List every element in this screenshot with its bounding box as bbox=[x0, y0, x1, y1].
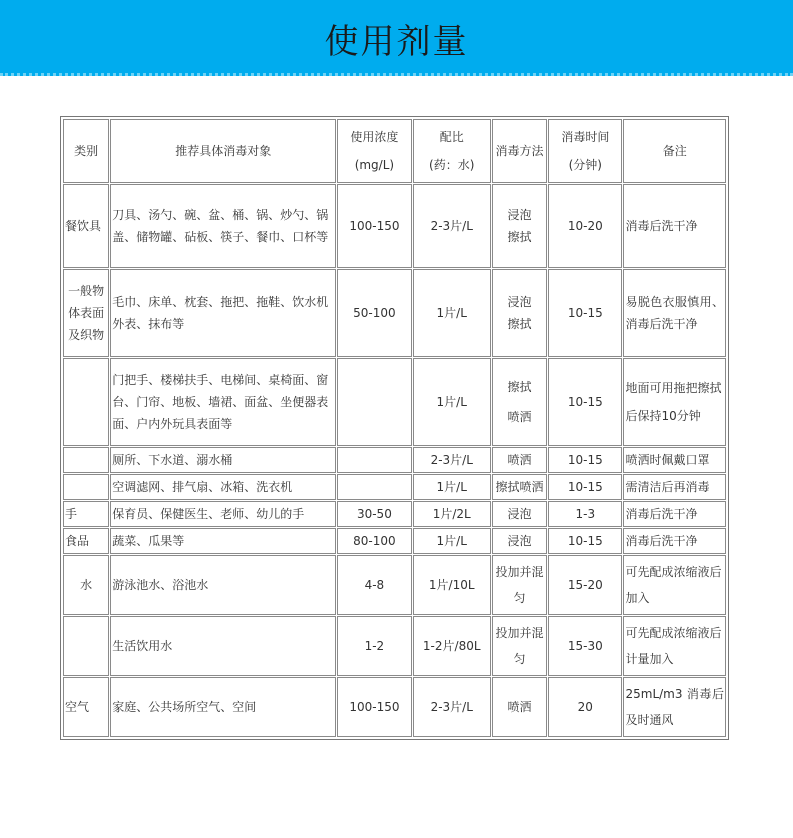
cell-concentration bbox=[337, 447, 411, 473]
cell-ratio: 1片/L bbox=[413, 528, 491, 554]
table-row bbox=[63, 501, 726, 527]
cell-ratio: 2-3片/L bbox=[413, 447, 491, 473]
table-row bbox=[63, 358, 726, 446]
cell-note: 需清洁后再消毒 bbox=[623, 474, 726, 500]
cell-category: 食品 bbox=[63, 528, 109, 554]
cell-category bbox=[63, 447, 109, 473]
cell-time: 10-15 bbox=[548, 269, 622, 357]
cell-method: 浸泡 擦拭 bbox=[492, 184, 547, 268]
cell-method: 投加并混匀 bbox=[492, 616, 547, 676]
table-row bbox=[63, 447, 726, 473]
cell-note: 可先配成浓缩液后加入 bbox=[623, 555, 726, 615]
cell-category bbox=[63, 616, 109, 676]
cell-category: 空气 bbox=[63, 677, 109, 737]
title-banner bbox=[0, 0, 793, 76]
cell-objects: 门把手、楼梯扶手、电梯间、桌椅面、窗台、门帘、地板、墙裙、面盆、坐便器表面、户内外玩具表面等 bbox=[110, 358, 336, 446]
cell-time: 10-15 bbox=[548, 447, 622, 473]
cell-concentration: 80-100 bbox=[337, 528, 411, 554]
cell-objects: 毛巾、床单、枕套、拖把、拖鞋、饮水机外表、抹布等 bbox=[110, 269, 336, 357]
cell-objects: 空调滤网、排气扇、冰箱、洗衣机 bbox=[110, 474, 336, 500]
cell-note: 地面可用拖把擦拭后保持10分钟 bbox=[623, 358, 726, 446]
cell-objects: 家庭、公共场所空气、空间 bbox=[110, 677, 336, 737]
dosage-table bbox=[62, 118, 727, 738]
cell-objects: 蔬菜、瓜果等 bbox=[110, 528, 336, 554]
header-category: 类别 bbox=[63, 119, 109, 183]
table-header-row bbox=[63, 119, 726, 183]
cell-ratio: 1-2片/80L bbox=[413, 616, 491, 676]
cell-ratio: 1片/L bbox=[413, 358, 491, 446]
cell-method: 浸泡 擦拭 bbox=[492, 269, 547, 357]
cell-ratio: 1片/10L bbox=[413, 555, 491, 615]
table-row bbox=[63, 184, 726, 268]
cell-concentration: 100-150 bbox=[337, 184, 411, 268]
cell-ratio: 1片/2L bbox=[413, 501, 491, 527]
cell-time: 10-15 bbox=[548, 358, 622, 446]
table-row bbox=[63, 555, 726, 615]
cell-category bbox=[63, 358, 109, 446]
table-row bbox=[63, 528, 726, 554]
header-ratio: 配比 (药：水) bbox=[413, 119, 491, 183]
cell-time: 20 bbox=[548, 677, 622, 737]
cell-method: 喷洒 bbox=[492, 677, 547, 737]
table-row bbox=[63, 474, 726, 500]
cell-category: 手 bbox=[63, 501, 109, 527]
cell-category bbox=[63, 474, 109, 500]
header-method: 消毒方法 bbox=[492, 119, 547, 183]
cell-method: 擦拭 喷洒 bbox=[492, 358, 547, 446]
cell-note: 喷洒时佩戴口罩 bbox=[623, 447, 726, 473]
cell-note: 消毒后洗干净 bbox=[623, 528, 726, 554]
cell-note: 消毒后洗干净 bbox=[623, 184, 726, 268]
cell-concentration: 100-150 bbox=[337, 677, 411, 737]
header-concentration: 使用浓度 (mg/L) bbox=[337, 119, 411, 183]
cell-note: 消毒后洗干净 bbox=[623, 501, 726, 527]
cell-time: 10-15 bbox=[548, 528, 622, 554]
cell-note: 易脱色衣服慎用、消毒后洗干净 bbox=[623, 269, 726, 357]
cell-ratio: 1片/L bbox=[413, 474, 491, 500]
cell-concentration: 1-2 bbox=[337, 616, 411, 676]
cell-concentration: 4-8 bbox=[337, 555, 411, 615]
cell-concentration bbox=[337, 358, 411, 446]
cell-category: 一般物 体表面 及织物 bbox=[63, 269, 109, 357]
cell-ratio: 2-3片/L bbox=[413, 184, 491, 268]
cell-concentration: 50-100 bbox=[337, 269, 411, 357]
cell-concentration bbox=[337, 474, 411, 500]
cell-objects: 生活饮用水 bbox=[110, 616, 336, 676]
cell-ratio: 2-3片/L bbox=[413, 677, 491, 737]
cell-time: 1-3 bbox=[548, 501, 622, 527]
cell-ratio: 1片/L bbox=[413, 269, 491, 357]
cell-objects: 厕所、下水道、溺水桶 bbox=[110, 447, 336, 473]
cell-method: 浸泡 bbox=[492, 501, 547, 527]
cell-category: 餐饮具 bbox=[63, 184, 109, 268]
table-row bbox=[63, 616, 726, 676]
cell-time: 10-20 bbox=[548, 184, 622, 268]
cell-method: 擦拭喷洒 bbox=[492, 474, 547, 500]
table-row bbox=[63, 269, 726, 357]
page-title: 使用剂量 bbox=[324, 22, 469, 62]
cell-objects: 刀具、汤勺、碗、盆、桶、锅、炒勺、锅盖、储物罐、砧板、筷子、餐巾、口杯等 bbox=[110, 184, 336, 268]
cell-method: 喷洒 bbox=[492, 447, 547, 473]
cell-note: 可先配成浓缩液后计量加入 bbox=[623, 616, 726, 676]
header-objects: 推荐具体消毒对象 bbox=[110, 119, 336, 183]
cell-category: 水 bbox=[63, 555, 109, 615]
cell-concentration: 30-50 bbox=[337, 501, 411, 527]
cell-method: 浸泡 bbox=[492, 528, 547, 554]
header-time: 消毒时间 (分钟) bbox=[548, 119, 622, 183]
cell-time: 15-30 bbox=[548, 616, 622, 676]
header-note: 备注 bbox=[623, 119, 726, 183]
dosage-table-frame bbox=[60, 116, 729, 740]
cell-note: 25mL/m3 消毒后及时通风 bbox=[623, 677, 726, 737]
cell-method: 投加并混匀 bbox=[492, 555, 547, 615]
cell-objects: 游泳池水、浴池水 bbox=[110, 555, 336, 615]
cell-time: 10-15 bbox=[548, 474, 622, 500]
cell-time: 15-20 bbox=[548, 555, 622, 615]
cell-objects: 保育员、保健医生、老师、幼儿的手 bbox=[110, 501, 336, 527]
table-row bbox=[63, 677, 726, 737]
